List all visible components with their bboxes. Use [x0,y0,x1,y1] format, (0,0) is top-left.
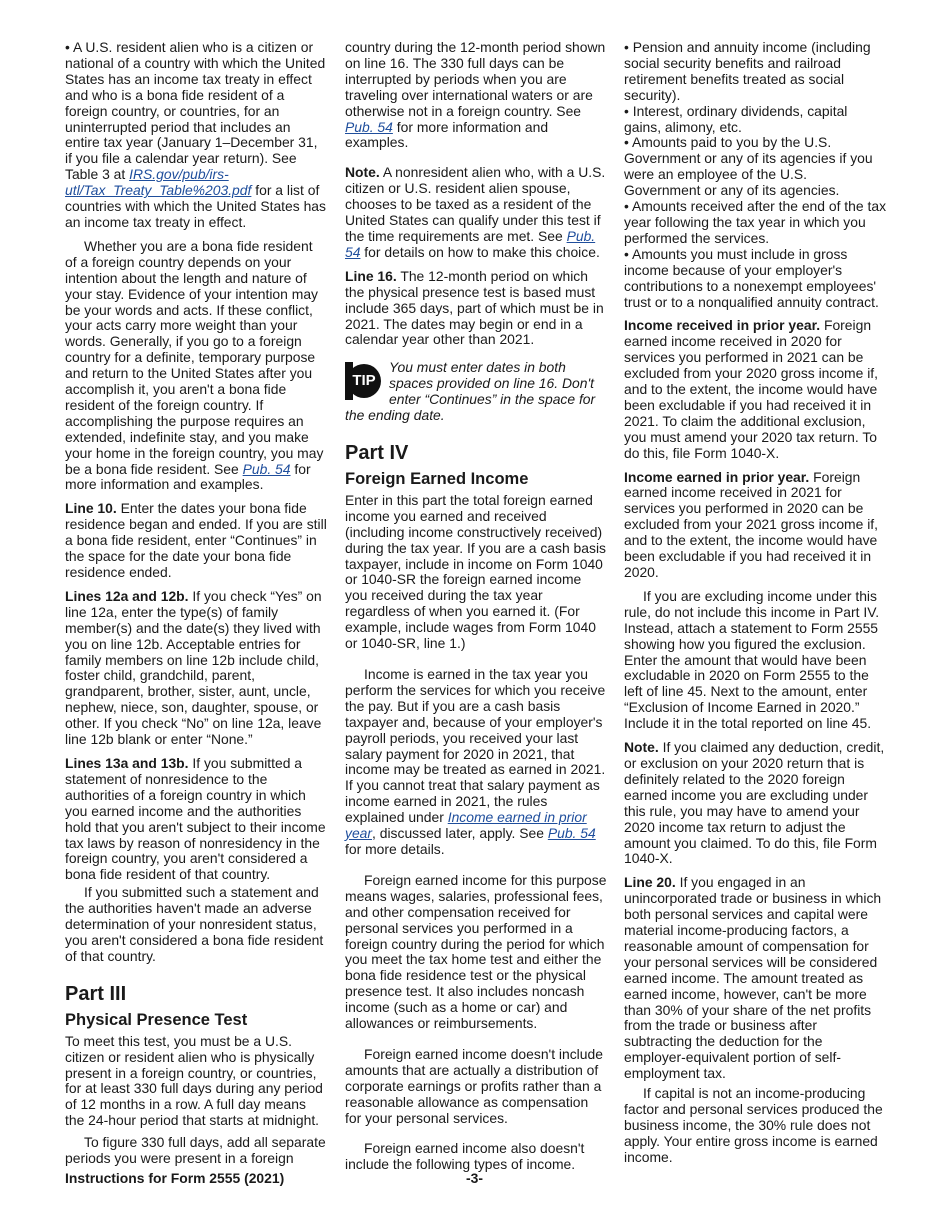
column-middle [345,40,607,1181]
list-item: • Amounts paid to you by the U.S. Government or any of its agencies if you were an employee of the U.S. Government or any of its agencies. [624,135,886,199]
tip-icon [345,362,383,396]
footer-title: Instructions for Form 2555 (2021) [65,1170,285,1186]
doesnt-include-paragraph: Foreign earned income doesn't include amounts that are actually a distribution of corporate earnings or profits rather than a reasonable allowance as compensation for your personal services. [345,1045,603,1126]
income-earned-prior-year-link[interactable]: Income earned in prior year [345,809,587,842]
tip-icon-label: TIP [347,364,381,398]
column-left [65,40,327,1175]
part3-heading: Part III [65,982,127,1005]
page-number: -3- [466,1170,483,1186]
income-received-prior-year-paragraph: Income received in prior year. Foreign earned income received in 2020 for services you performed in 2021 can be excluded from your 2020 gross income if, and to the extent, the income would have been excludable if you had received it in 2021. To claim the additional exclusion, you must amend your 2020 tax return. To do this, file Form 1040-X. [624,317,879,461]
pub54-link[interactable]: Pub. 54 [242,460,291,477]
capital-paragraph: If capital is not an income-producing factor and personal services produced the business income, the 30% rule does not apply. Your entire gross income is earned income. [624,1085,883,1165]
line10-paragraph: Line 10. Enter the dates your bona fide residence began and ended. If you are still a bona fide resident, enter “Continues” in the space for the date your bona fide residence ended. [65,500,327,580]
excluded-income-list [624,40,886,310]
pub54-link[interactable]: Pub. 54 [547,825,596,842]
pub54-link[interactable]: Pub. 54 [345,227,596,260]
lines13-paragraph: Lines 13a and 13b. If you submitted a statement of nonresidence to the authorities of a foreign country in which you earned income and the authorities hold that you aren't subject to their income tax laws by reason of nonresidency in the foreign country, you aren't considered a bona fide resident of that country. [65,754,326,883]
pub54-link[interactable]: Pub. 54 [345,118,393,135]
list-item: • Amounts you must include in gross income because of your employer's contributions to a nonexempt employees' trust or to a nonqualified annuity contract. [624,247,886,311]
tip-text: You must enter dates in both spaces provided on line 16. Don't enter “Continues” in the space for the ending date. [345,359,596,424]
list-item: • Amounts received after the end of the tax year following the tax year in which you performed the services. [624,199,886,247]
column-right [624,40,886,1174]
tax-treaty-table-link[interactable]: IRS.gov/pub/irs-utl/Tax_Treaty_Table%203.pdf [65,166,252,199]
income-earned-paragraph: Income is earned in the tax year you perform the services for which you receive the pay. But if you are a cash basis taxpayer and, because of your employer's payroll periods, you received your last salary payment for 2020 in 2021, that income may be treated as earned in 2021. If you cannot treat that salary payment as income earned in 2021, the rules explained under Income earned in prior year, discussed later, apply. See Pub. 54 for more details. [345,666,606,857]
note-paragraph: Note. If you claimed any deduction, credit, or exclusion on your 2020 return that is definitely related to the 2020 foreign earned income you are excluding under this rule, you may have to amend your 2020 income tax return to adjust the amount you claimed. To do this, file Form 1040-X. [624,739,885,867]
list-item: • Interest, ordinary dividends, capital gains, alimony, etc. [624,104,886,136]
test-paragraph: To meet this test, you must be a U.S. citizen or resident alien who is physically present in a foreign country, or countries, for at least 330 full days during any period of 12 months in a row. A full day means the 24-hour period that starts at midnight. [65,1032,323,1129]
enter-paragraph: Enter in this part the total foreign earned income you earned and received (including income constructively received) during the tax year. If you are a cash basis taxpayer, include in income on Form 1040 or 1040-SR the foreign earned income you received during the tax year regardless of when you earned it. (For example, include wages from Form 1040 or 1040-SR, line 1.) [345,491,606,652]
physical-presence-subheading: Physical Presence Test [65,1010,248,1029]
income-earned-prior-year-paragraph: Income earned in prior year. Foreign earned income received in 2021 for services you performed in 2020 can be excluded from your 2021 gross income if, and to the extent, the income would have been excludable if you had received it in 2020. [624,468,879,580]
also-doesnt-paragraph: Foreign earned income also doesn't include the following types of income. [345,1140,585,1173]
figure-paragraph: To figure 330 full days, add all separate periods you were present in a foreign [65,1134,326,1167]
bullet-text: • A U.S. resident alien who is a citizen or national of a country with which the United States has an income tax treaty in effect and who is a bona fide resident of a foreign country, or countries, for an uninterrupted period that includes an entire tax year (January 1–December 31, if you file a calendar year return). See Table 3 at [65,39,325,182]
bona-fide-paragraph: Whether you are a bona fide resident of a foreign country depends on your intention about the length and nature of your stay. Evidence of your intention may be your words and acts. If these conflict, your acts carry more weight than your words. Generally, if you go to a foreign country for a definite, temporary purpose and return to the United States after you accomplish it, you aren't a bona fide resident of the foreign country. If accomplishing the purpose requires an extended, indefinite stay, and you make your home in the foreign country, you may be a bona fide resident. See Pub. 54 for more information and examples. [65,237,324,493]
excluding-paragraph: If you are excluding income under this rule, do not include this income in Part IV. Instead, attach a statement to Form 2555 showing how you figured the exclusion. Enter the amount that would have been excludable in 2020 on Form 2555 to the left of line 45. Next to the amount, enter “Exclusion of Income Earned in 2020.” Include it in the total reported on line 45. [624,587,880,732]
tip-box [345,360,607,424]
presence-continued-paragraph: country during the 12-month period shown on line 16. The 330 full days can be interrupted by periods when you are traveling over international waters or are otherwise not in a foreign country. See Pub. 54 for more information and examples. [345,39,606,151]
statement-paragraph: If you submitted such a statement and the authorities haven't made an adverse determination of your nonresident status, you aren't considered a bona fide resident of that country. [65,884,324,964]
line20-paragraph: Line 20. If you engaged in an unincorporated trade or business in which both personal services and capital were material income-producing factors, a reasonable amount of compensation for your personal services will be considered earned income. The amount treated as earned income, however, can't be more than 30% of your share of the net profits from the trade or business after subtracting the deduction for the employer-equivalent portion of self-employment tax. [624,874,882,1082]
part4-heading: Part IV [345,441,409,464]
foreign-earned-income-subheading: Foreign Earned Income [345,469,529,488]
bullet-paragraph-treaty: • A U.S. resident alien who is a citizen or national of a country with which the United States has an income tax treaty in effect and who is a bona fide resident of a foreign country, or countries, for an uninterrupted period that includes an entire tax year (January 1–December 31, if you file a calendar year return). See Table 3 at IRS.gov/pub/irs-utl/Tax_Treaty_Table%203.pdf for a list of countries with which the United States has an income tax treaty in effect. [65,40,327,231]
means-paragraph: Foreign earned income for this purpose means wages, salaries, professional fees, and other compensation received for personal services you performed in a foreign country during the period for which you meet the tax home test and either the bona fide residence test or the physical presence test. It also includes noncash income (such as a home or car) and allowances or reimbursements. [345,871,607,1032]
line16-paragraph: Line 16. The 12-month period on which the physical presence test is based must include 365 days, part of which must be in 2021. The dates may begin or end in a calendar year other than 2021. [345,267,604,348]
lines12-paragraph: Lines 12a and 12b. If you check “Yes” on line 12a, enter the type(s) of family member(s) and the date(s) they lived with you on line 12b. Acceptable entries for family members on line 12b include child, foster child, grandchild, parent, grandparent, brother, sister, aunt, uncle, nephew, niece, son, daughter, spouse, or other. If you check “No” on line 12a, leave line 12b blank or enter “None.” [65,587,322,748]
note-paragraph: Note. A nonresident alien who, with a U.S. citizen or U.S. resident alien spouse, chooses to be taxed as a resident of the United States can qualify under this test if the time requirements are met. See Pub. 54 for details on how to make this choice. [345,164,606,260]
list-item: • Pension and annuity income (including social security benefits and railroad retirement benefits treated as social security). [624,40,886,104]
